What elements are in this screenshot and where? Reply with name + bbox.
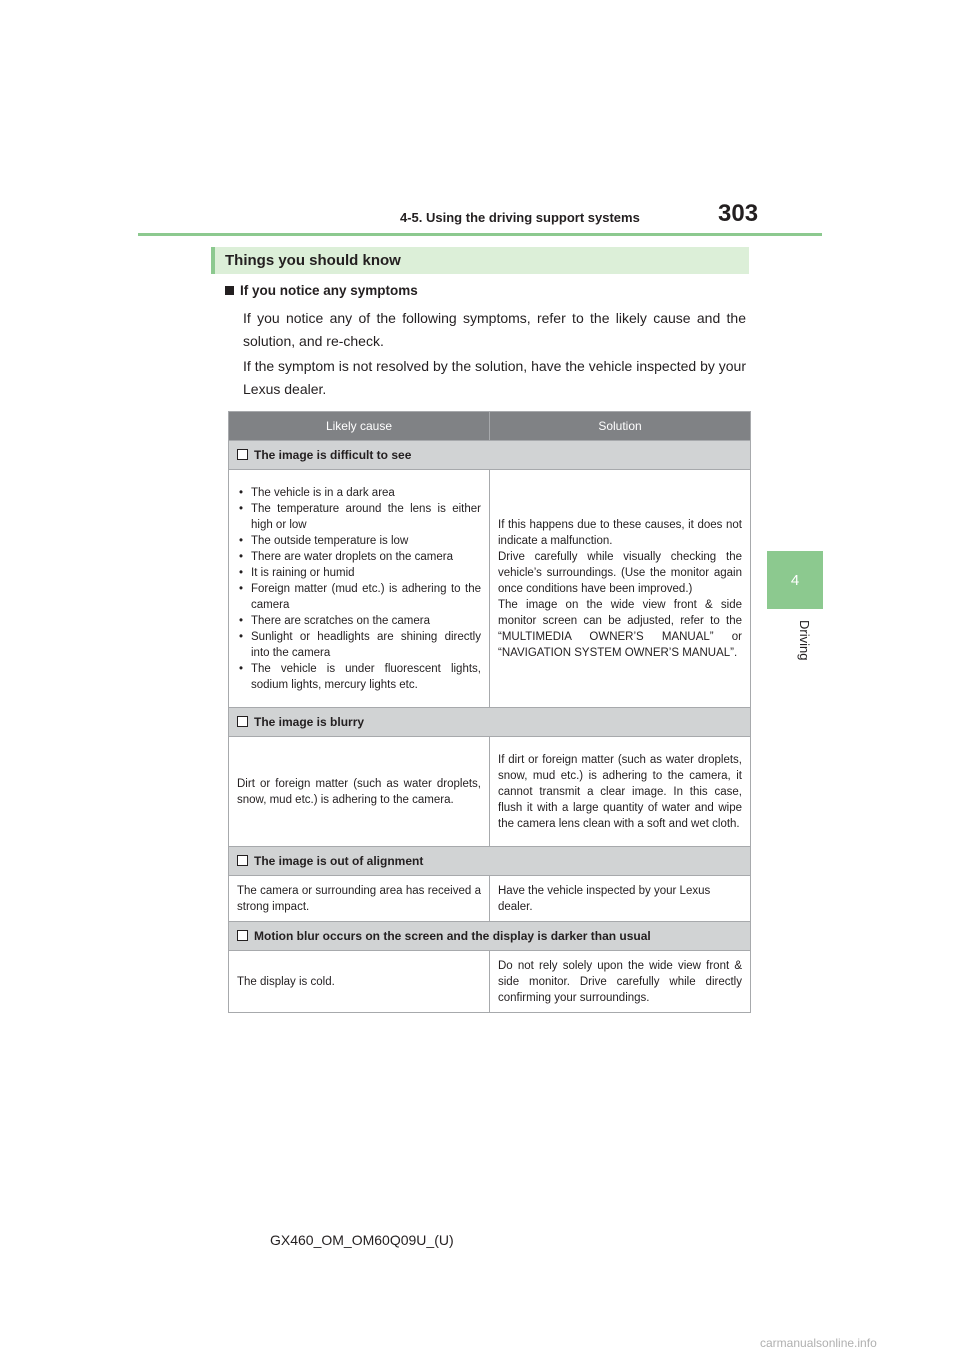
solution-cell: Do not rely solely upon the wide view front & side monitor. Drive carefully while directly confirming your surroundings. xyxy=(490,951,751,1013)
symptoms-paragraph-2: If the symptom is not resolved by the solution, have the vehicle inspected by your Lexus dealer. xyxy=(243,358,746,397)
list-item: • The temperature around the lens is either high or low xyxy=(237,501,481,533)
checkbox-icon xyxy=(237,716,248,727)
list-item: • There are scratches on the camera xyxy=(237,613,481,629)
checkbox-icon xyxy=(237,855,248,866)
table-row xyxy=(229,951,751,1013)
section-title: 4-5. Using the driving support systems xyxy=(400,210,640,225)
troubleshooting-table xyxy=(228,411,751,1013)
group-title: The image is blurry xyxy=(229,708,751,737)
solution-cell: Have the vehicle inspected by your Lexus dealer. xyxy=(490,876,751,922)
cause-cell xyxy=(229,470,490,708)
checkbox-icon xyxy=(237,449,248,460)
page-number: 303 xyxy=(718,200,759,227)
symptoms-paragraph-1: If you notice any of the following symptoms, refer to the likely cause and the solution, and re-check. xyxy=(243,310,746,349)
list-item: • There are water droplets on the camera xyxy=(237,549,481,565)
list-item: • Foreign matter (mud etc.) is adhering to the camera xyxy=(237,581,481,613)
watermark: carmanualsonline.info xyxy=(760,1336,877,1350)
solution-cell: If this happens due to these causes, it does not indicate a malfunction. Drive carefully while visually checking the vehicle’s surroundings. (Use the monitor again once conditions have been improved.) The image on the wide view front & side monitor screen can be adjusted, refer to the “MULTIMEDIA OWNER’S MANUAL” or “NAVIGATION SYSTEM OWNER’S MANUAL”. xyxy=(490,470,751,708)
info-box-title: Things you should know xyxy=(211,247,749,274)
chapter-tab xyxy=(767,551,823,609)
list-item: • Sunlight or headlights are shining directly into the camera xyxy=(237,629,481,661)
group-title: The image is out of alignment xyxy=(229,847,751,876)
group-row xyxy=(229,922,751,951)
list-item: • The outside temperature is low xyxy=(237,533,481,549)
header-rule xyxy=(138,233,822,236)
group-title: Motion blur occurs on the screen and the display is darker than usual xyxy=(229,922,751,951)
table-row xyxy=(229,470,751,708)
symptoms-heading xyxy=(225,283,418,298)
solution-cell: If dirt or foreign matter (such as water droplets, snow, mud etc.) is adhering to the camera, it cannot transmit a clear image. In this case, flush it with a large quantity of water and wipe the camera lens clean with a soft and wet cloth. xyxy=(490,737,751,847)
group-row xyxy=(229,441,751,470)
column-header-cause: Likely cause xyxy=(229,412,490,441)
table-row xyxy=(229,737,751,847)
list-item: • The vehicle is under fluorescent lights, sodium lights, mercury lights etc. xyxy=(237,661,481,693)
group-row xyxy=(229,847,751,876)
column-header-solution: Solution xyxy=(490,412,751,441)
list-item: • The vehicle is in a dark area xyxy=(237,485,481,501)
checkbox-icon xyxy=(237,930,248,941)
table-row xyxy=(229,876,751,922)
group-title: The image is difficult to see xyxy=(229,441,751,470)
chapter-label: Driving xyxy=(797,620,812,661)
cause-cell: Dirt or foreign matter (such as water droplets, snow, mud etc.) is adhering to the camera. xyxy=(229,737,490,847)
chapter-number: 4 xyxy=(790,571,800,589)
cause-cell: The camera or surrounding area has received a strong impact. xyxy=(229,876,490,922)
group-row xyxy=(229,708,751,737)
table-header-row xyxy=(229,412,751,441)
list-item: • It is raining or humid xyxy=(237,565,481,581)
square-bullet-icon xyxy=(225,286,234,295)
cause-list xyxy=(237,485,481,693)
document-code: GX460_OM_OM60Q09U_(U) xyxy=(270,1232,454,1248)
symptoms-heading-text: If you notice any symptoms xyxy=(240,283,418,298)
cause-cell: The display is cold. xyxy=(229,951,490,1013)
